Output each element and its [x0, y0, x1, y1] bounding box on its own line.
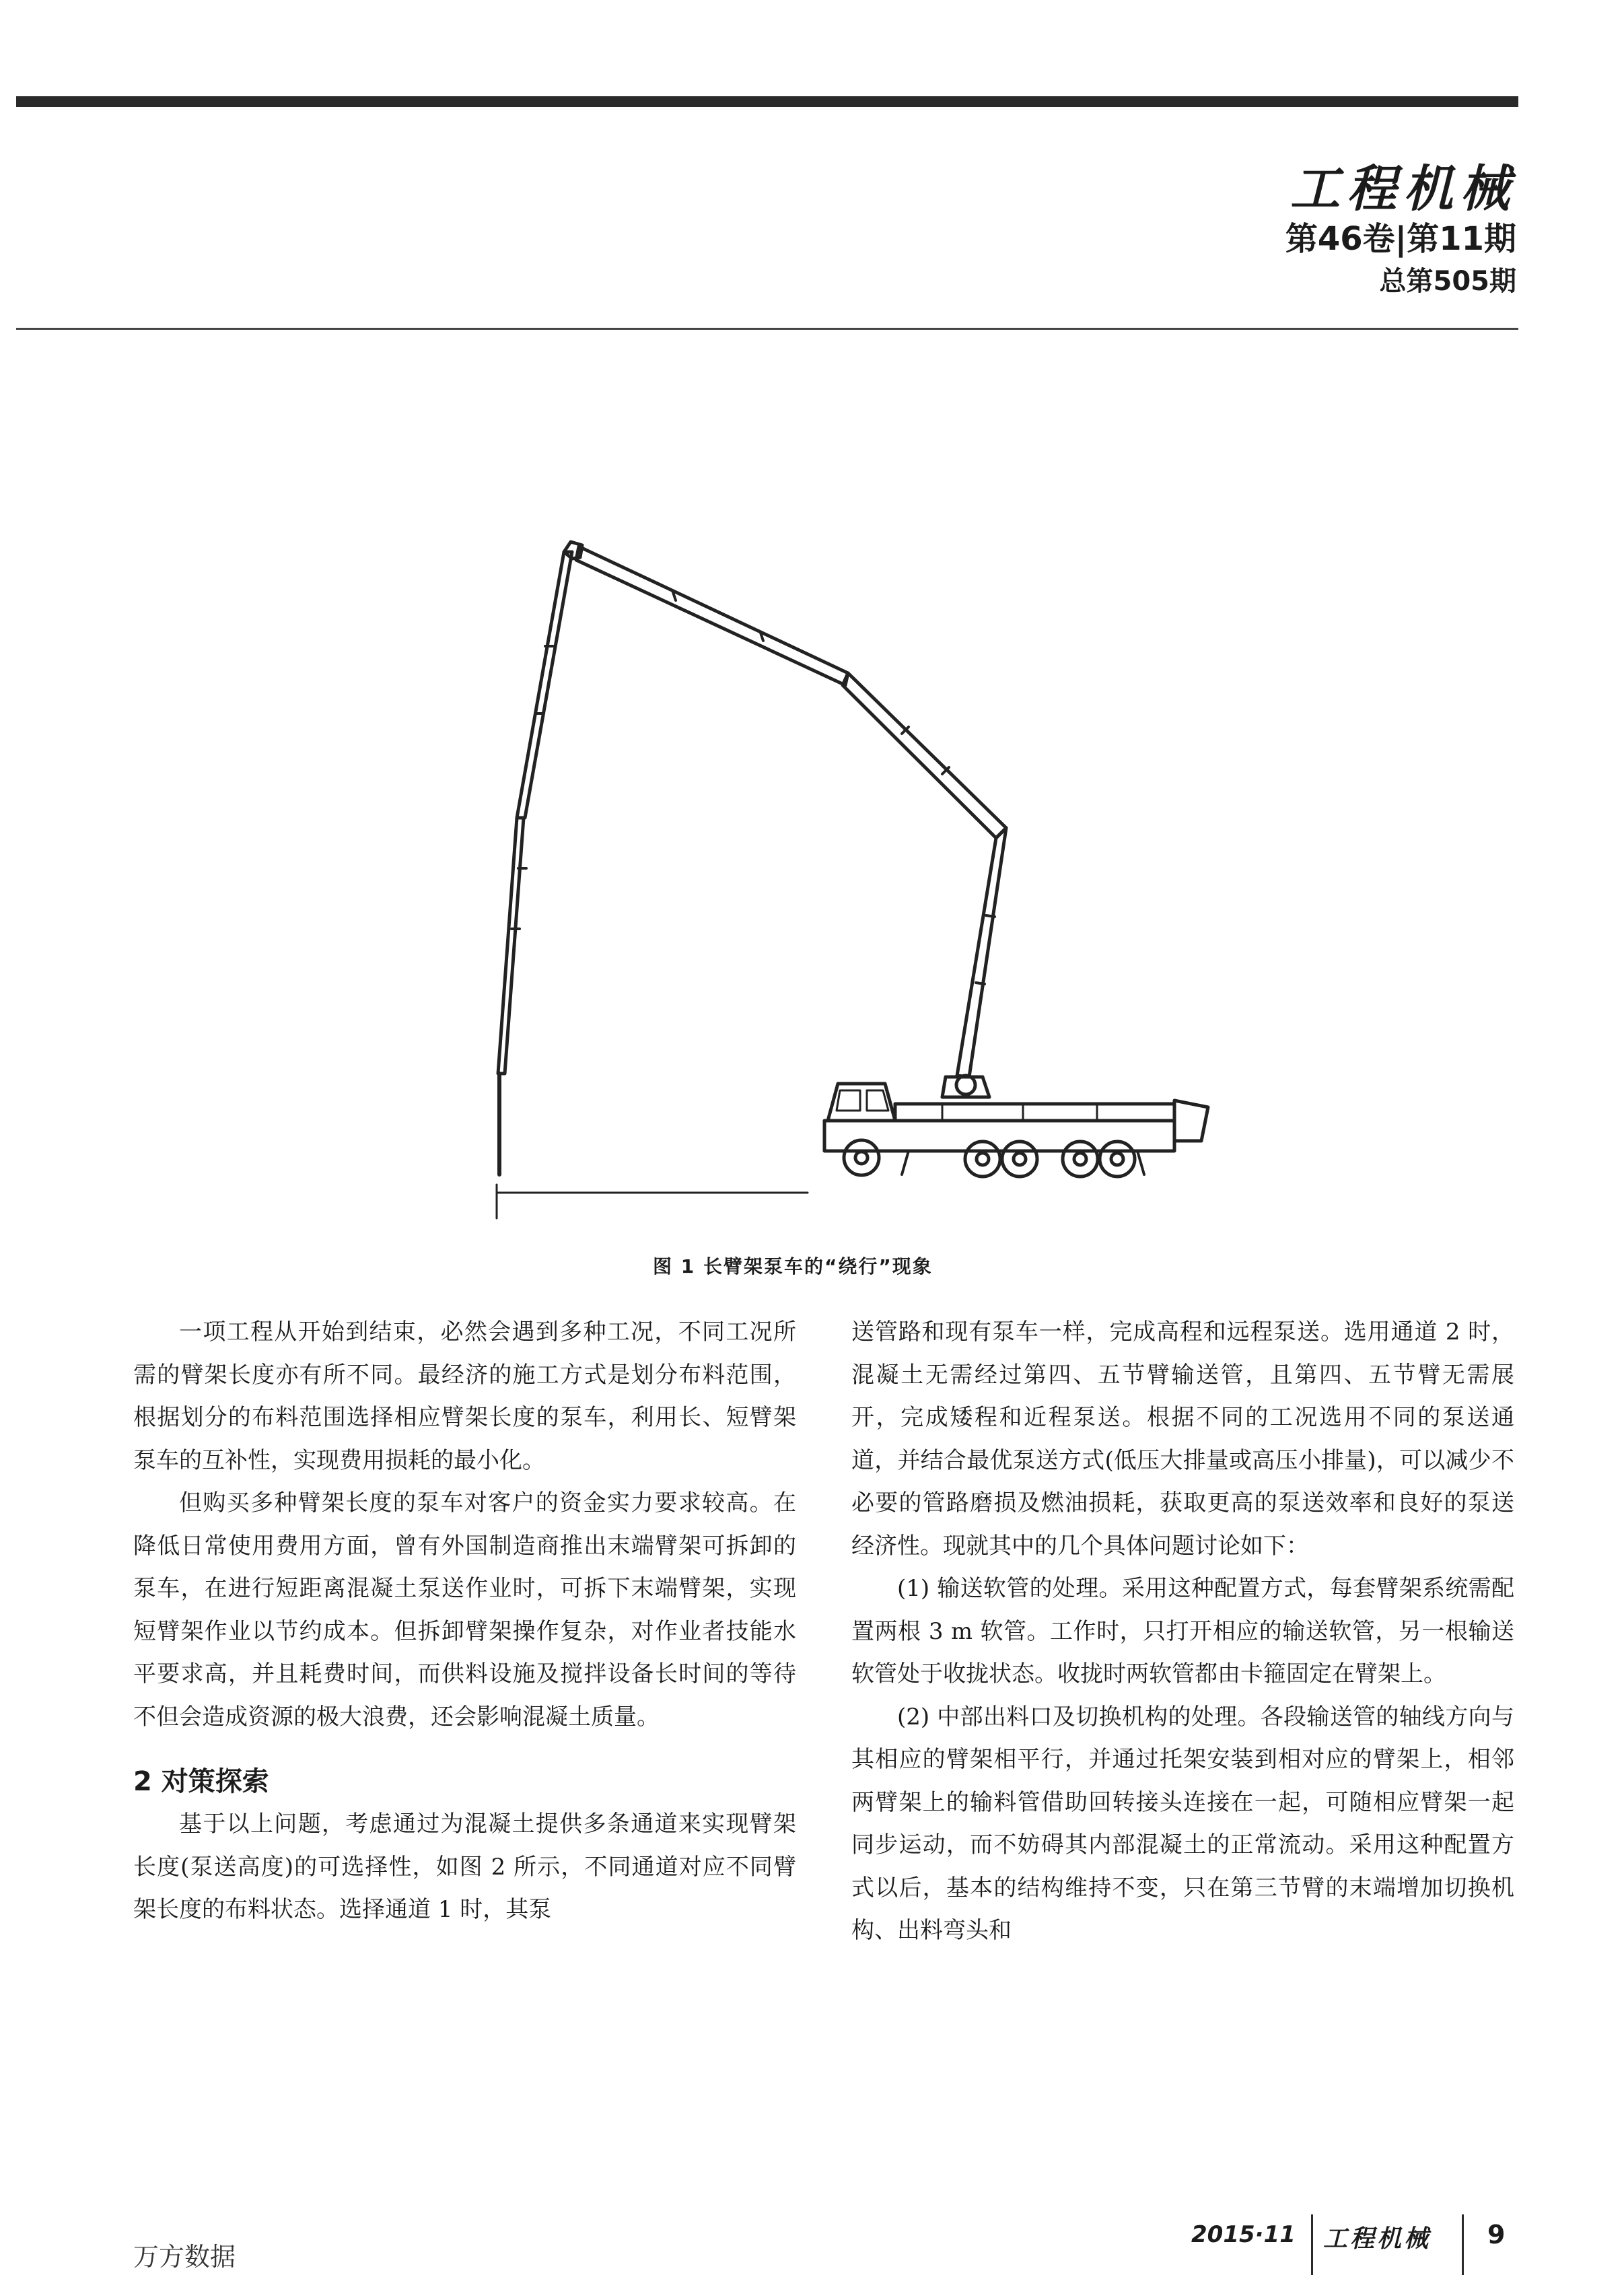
paragraph: 送管路和现有泵车一样，完成高程和远程泵送。选用通道 2 时，混凝土无需经过第四、五节臂输送管，且第四、五节臂无需展开，完成矮程和近程泵送。根据不同的工况选用不同的泵送通道，并结合最优泵送方式(低压大排量或高压小排量)，可以减少不必要的管路磨损及燃油损耗，获取更高的泵送效率和良好的泵送经济性。现就其中的几个具体问题讨论如下：	[851, 1319, 1514, 1560]
header-top-rule	[16, 96, 1518, 107]
figure-1-drawing	[471, 512, 1211, 1265]
page-number: 9	[1487, 2220, 1506, 2249]
paragraph: (1) 输送软管的处理。采用这种配置方式，每套臂架系统需配置两根 3 m 软管。工作时，只打开相应的输送软管，另一根输送软管处于收拢状态。收拢时两软管都由卡箍固定在臂架上。	[851, 1575, 1514, 1687]
footer-divider	[1462, 2214, 1464, 2275]
journal-title: 工程机械	[1290, 160, 1516, 218]
left-column	[133, 1311, 796, 1932]
figure-caption: 图 1 长臂架泵车的“绕行”现象	[653, 1255, 933, 1278]
footer-date: 2015·11	[1191, 2221, 1296, 2248]
footer-divider	[1311, 2214, 1313, 2275]
paragraph: 但购买多种臂架长度的泵车对客户的资金实力要求较高。在降低日常使用费用方面，曾有外国制造商推出末端臂架可拆卸的泵车，在进行短距离混凝土泵送作业时，可拆下末端臂架，实现短臂架作业以节约成本。但拆卸臂架操作复杂，对作业者技能水平要求高，并且耗费时间，而供料设施及搅拌设备长时间的等待不但会造成资源的极大浪费，还会影响混凝土质量。	[133, 1490, 796, 1730]
right-column	[851, 1311, 1514, 1953]
footer-journal: 工程机械	[1323, 2225, 1432, 2253]
issue-total-number: 总第505期	[1379, 266, 1516, 297]
paragraph: 基于以上问题，考虑通过为混凝土提供多条通道来实现臂架长度(泵送高度)的可选择性，如图 2 所示，不同通道对应不同臂架长度的布料状态。选择通道 1 时，其泵	[133, 1811, 796, 1923]
section-heading: 2 对策探索	[133, 1766, 269, 1797]
paragraph: (2) 中部出料口及切换机构的处理。各段输送管的轴线方向与其相应的臂架相平行，并通过托架安装到相对应的臂架上，相邻两臂架上的输料管借助回转接头连接在一起，可随相应臂架一起同步运动，而不妨碍其内部混凝土的正常流动。采用这种配置方式以后，基本的结构维持不变，只在第三节臂的末端增加切换机构、出料弯头和	[851, 1703, 1514, 1944]
paragraph: 一项工程从开始到结束，必然会遇到多种工况，不同工况所需的臂架长度亦有所不同。最经济的施工方式是划分布料范围，根据划分的布料范围选择相应臂架长度的泵车，利用长、短臂架泵车的互补性，实现费用损耗的最小化。	[133, 1319, 796, 1474]
issue-volume-number: 第46卷|第11期	[1285, 220, 1516, 258]
watermark: 万方数据	[133, 2242, 236, 2272]
header-bottom-rule	[16, 328, 1518, 330]
